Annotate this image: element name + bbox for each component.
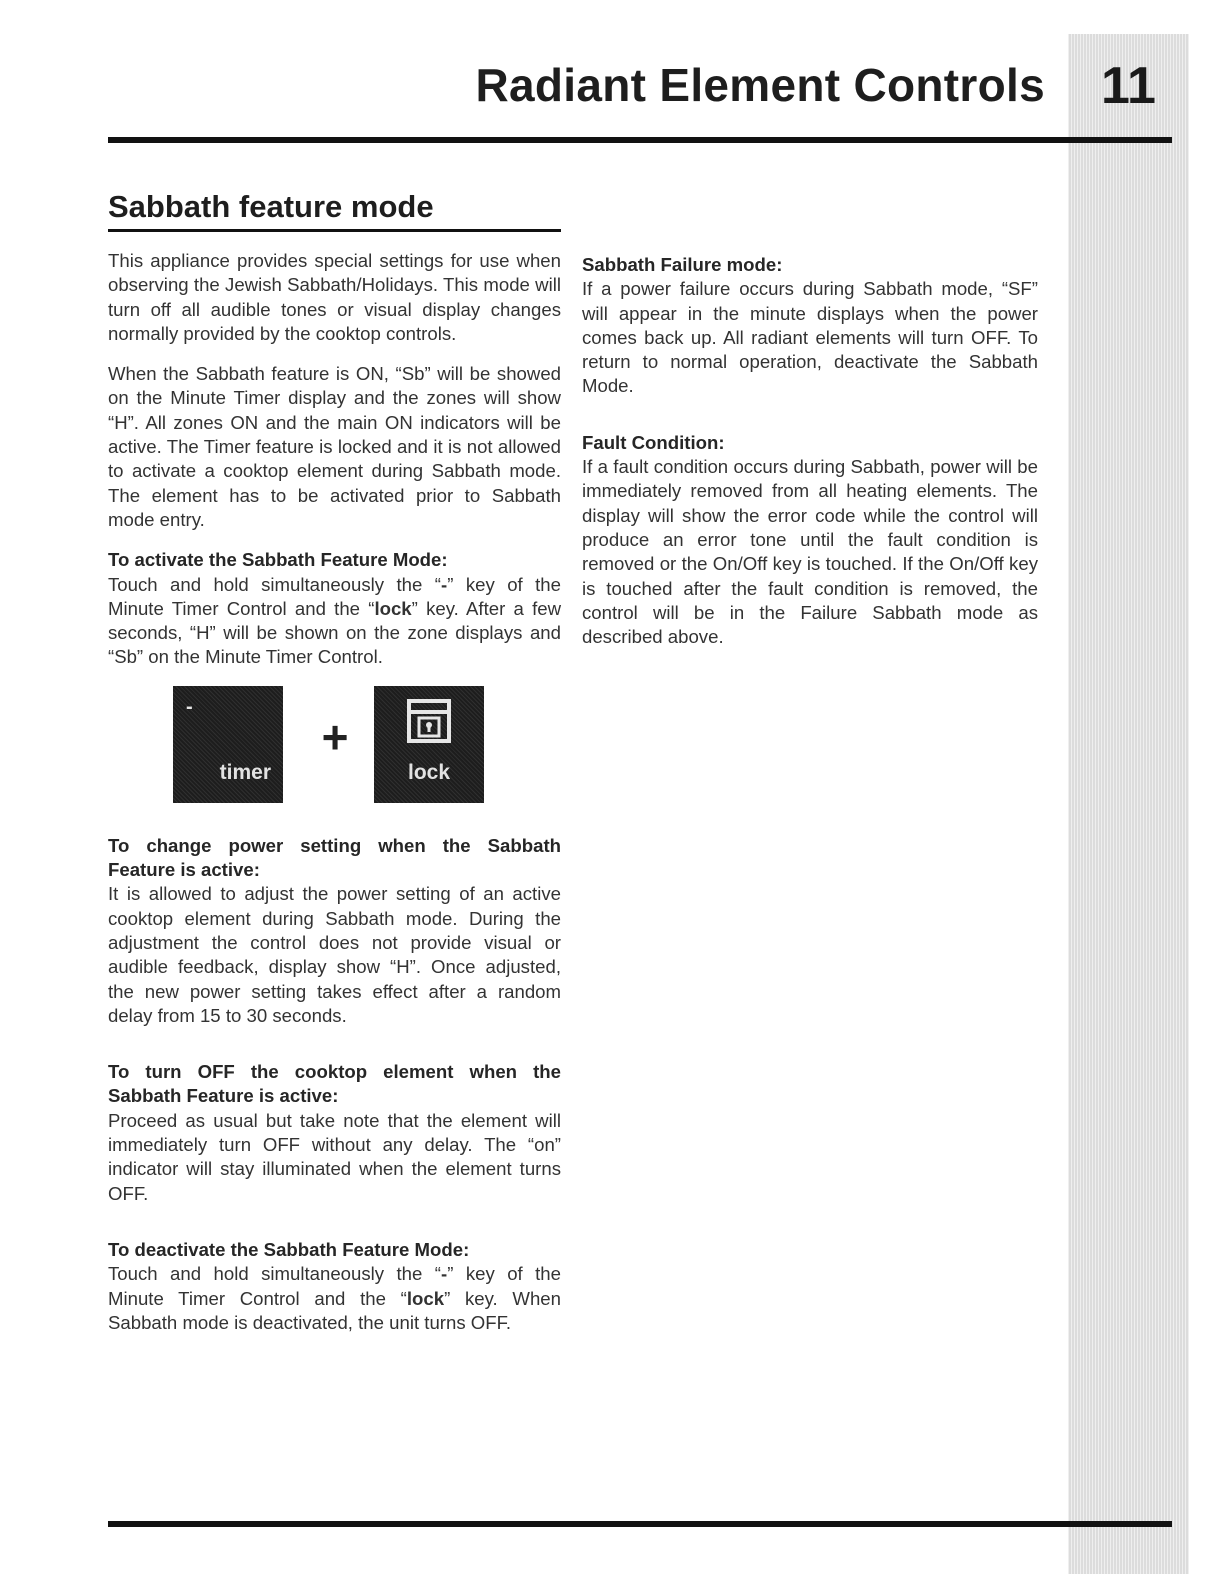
- failure-mode-paragraph: If a power failure occurs during Sabbath mode, “SF” will appear in the minute displays when the power comes back up. All radiant elements will turn OFF. To return to normal operation, deactivate the Sabbath Mode.: [582, 278, 1038, 397]
- key-illustration: [108, 686, 561, 822]
- page-number: 11: [1101, 57, 1156, 115]
- footer-rule: [108, 1521, 1172, 1527]
- timer-minus-key: [173, 686, 283, 803]
- minus-symbol: -: [186, 695, 193, 718]
- failure-mode-heading: Sabbath Failure mode:: [582, 254, 783, 275]
- lock-icon: [406, 698, 452, 749]
- change-power-paragraph: It is allowed to adjust the power setting of an active cooktop element during Sabbath mode. During the adjustment the control does not provide visual or audible feedback, display show “H”. Once adjusted, the new power setting takes effect after a random delay from 15 to 30 seconds.: [108, 883, 561, 1026]
- side-tab: [1068, 34, 1189, 1574]
- lock-key: [374, 686, 484, 803]
- page-header-title: Radiant Element Controls: [475, 59, 1045, 111]
- header-rule: [108, 137, 1172, 143]
- lock-key-label: lock: [407, 760, 451, 784]
- right-column: [582, 253, 1038, 665]
- lock-key-ref: lock: [374, 597, 412, 619]
- section-underline: [108, 229, 561, 232]
- change-power-heading: To change power setting when the Sabbath Feature is active:: [108, 834, 561, 881]
- fault-condition-paragraph: If a fault condition occurs during Sabbath, power will be immediately removed from all heating elements. The display will show the error code while the control will produce an error tone until the fault condition is removed or the On/Off key is touched. If the On/Off key is touched after the fault condition is removed, the control will be in the Failure Sabbath mode as described above.: [582, 456, 1038, 648]
- turn-off-paragraph: Proceed as usual but take note that the element will immediately turn OFF without any delay. The “on” indicator will stay illuminated when the element turns OFF.: [108, 1109, 561, 1204]
- plus-sign: +: [321, 710, 349, 763]
- left-column: [108, 249, 561, 1351]
- minus-key-ref: -: [441, 573, 448, 595]
- lock-key-ref: lock: [406, 1287, 445, 1309]
- activate-paragraph: Touch and hold simultaneously the “-” key of the Minute Timer Control and the “lock” key. After a few seconds, “H” will be shown on the zone displays and “Sb” on the Minute Timer Control.: [108, 573, 561, 668]
- fault-condition-heading: Fault Condition:: [582, 431, 725, 453]
- minus-key-ref: -: [441, 1263, 448, 1285]
- turn-off-heading: To turn OFF the cooktop element when the Sabbath Feature is active:: [108, 1061, 561, 1107]
- intro-paragraph: This appliance provides special settings for use when observing the Jewish Sabbath/Holidays. This mode will turn off all audible tones or visual display changes normally provided by the cooktop controls.: [108, 250, 561, 344]
- section-title: Sabbath feature mode: [108, 189, 434, 224]
- activate-heading: To activate the Sabbath Feature Mode:: [108, 549, 448, 571]
- feature-on-paragraph: When the Sabbath feature is ON, “Sb” will be showed on the Minute Timer display and the zones will show “H”. All zones ON and the main ON indicators will be active. The Timer feature is locked and it is not allowed to activate a cooktop element during Sabbath mode. The element has to be activated prior to Sabbath mode entry.: [108, 363, 561, 530]
- deactivate-heading: To deactivate the Sabbath Feature Mode:: [108, 1238, 470, 1260]
- timer-key-label: timer: [219, 760, 271, 784]
- deactivate-paragraph: Touch and hold simultaneously the “-” key of the Minute Timer Control and the “lock” key. When Sabbath mode is deactivated, the unit turns OFF.: [108, 1263, 561, 1333]
